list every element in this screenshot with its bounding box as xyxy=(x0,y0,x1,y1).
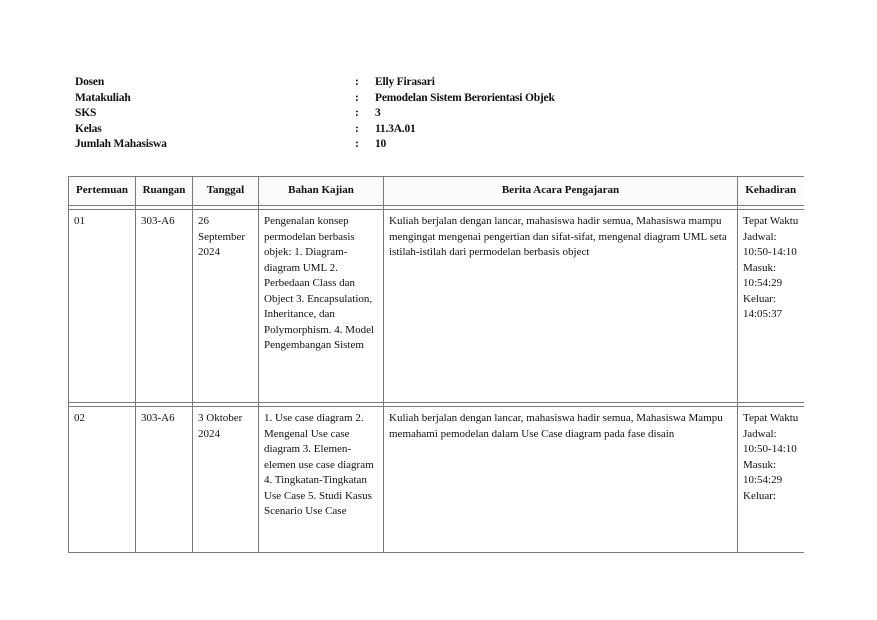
info-row-sks xyxy=(75,106,635,122)
cell-ruangan: 303-A6 xyxy=(136,407,193,553)
column-header-ruangan: Ruangan xyxy=(136,177,193,206)
cell-bahan-kajian: Pengenalan konsep permodelan berbasis objek: 1. Diagram-diagram UML 2. Perbedaan Class dan Object 3. Encapsulation, Inheritance, dan Polymorphism. 4. Model Pengembangan Sistem xyxy=(259,210,384,403)
info-colon: : xyxy=(355,122,359,135)
info-value: 10 xyxy=(375,138,387,150)
table-header-row xyxy=(69,177,804,206)
info-value: 3 xyxy=(375,107,381,119)
info-colon: : xyxy=(355,91,359,104)
column-header-bahan-kajian: Bahan Kajian xyxy=(259,177,384,206)
info-label: SKS xyxy=(75,107,97,119)
info-row-matakuliah xyxy=(75,91,635,107)
cell-tanggal: 26 September 2024 xyxy=(193,210,259,403)
teaching-log-table xyxy=(68,176,804,553)
table-row xyxy=(69,210,804,403)
info-row-kelas xyxy=(75,122,635,138)
table-row xyxy=(69,407,804,553)
info-label: Kelas xyxy=(75,122,102,135)
cell-kehadiran: Tepat Waktu Jadwal: 10:50-14:10 Masuk: 10:54:29 Keluar: xyxy=(738,407,804,553)
cell-ruangan: 303-A6 xyxy=(136,210,193,403)
cell-pertemuan: 01 xyxy=(69,210,136,403)
lecture-info xyxy=(75,75,635,153)
cell-berita-acara: Kuliah berjalan dengan lancar, mahasiswa hadir semua, Mahasiswa mampu mengingat mengenai pengertian dan sifat-sifat, mengenal diagram UML seta istilah-istilah dari permodelan berbasis object xyxy=(384,210,738,403)
column-header-berita-acara: Berita Acara Pengajaran xyxy=(384,177,738,206)
column-header-tanggal: Tanggal xyxy=(193,177,259,206)
info-label: Dosen xyxy=(75,76,105,88)
cell-berita-acara: Kuliah berjalan dengan lancar, mahasiswa hadir semua, Mahasiswa Mampu memahami pemodelan dalam Use Case diagram pada fase disain xyxy=(384,407,738,553)
info-colon: : xyxy=(355,138,359,150)
column-header-pertemuan: Pertemuan xyxy=(69,177,136,206)
column-header-kehadiran: Kehadiran xyxy=(738,177,804,206)
info-row-dosen xyxy=(75,75,635,91)
info-value: Pemodelan Sistem Berorientasi Objek xyxy=(375,91,555,104)
info-label: Jumlah Mahasiswa xyxy=(75,138,167,150)
info-row-jumlah-mahasiswa xyxy=(75,137,635,153)
cell-tanggal: 3 Oktober 2024 xyxy=(193,407,259,553)
cell-pertemuan: 02 xyxy=(69,407,136,553)
info-colon: : xyxy=(355,107,359,119)
info-label: Matakuliah xyxy=(75,91,131,104)
cell-kehadiran: Tepat Waktu Jadwal: 10:50-14:10 Masuk: 10:54:29 Keluar: 14:05:37 xyxy=(738,210,804,403)
info-value: Elly Firasari xyxy=(375,76,435,88)
info-value: 11.3A.01 xyxy=(375,122,416,135)
cell-bahan-kajian: 1. Use case diagram 2. Mengenal Use case diagram 3. Elemen-elemen use case diagram 4. Tingkatan-Tingkatan Use Case 5. Studi Kasus Scenario Use Case xyxy=(259,407,384,553)
info-colon: : xyxy=(355,76,359,88)
